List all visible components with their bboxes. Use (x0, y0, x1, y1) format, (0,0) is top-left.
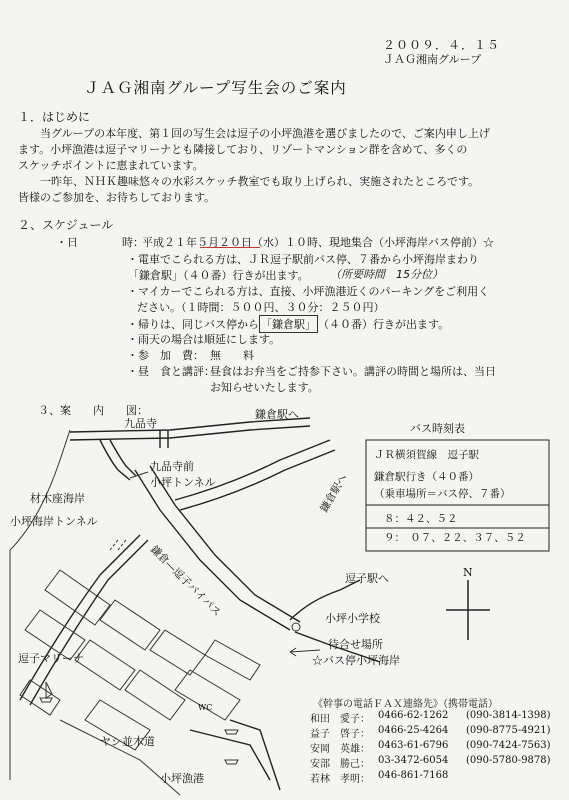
train-line: 「鎌倉駅」（４０番）行きが出ます。 (128, 269, 309, 282)
compass-icon (446, 580, 490, 640)
contact-tel: 046-861-7168 (378, 770, 449, 781)
intro-line: 皆様のご参加を、お待ちしております。 (18, 191, 216, 204)
contact-name: 若林 孝明： (310, 774, 370, 785)
handwritten-note: （所要時間 15分位） (330, 268, 443, 281)
coast-road (20, 535, 140, 700)
road-main (100, 440, 130, 480)
date-underline (200, 247, 260, 248)
label-wc: WC (198, 703, 213, 712)
contact-tel: 03-3472-6054 (378, 755, 449, 766)
bypass-road-2 (147, 466, 300, 622)
contact-mobile: (090-3814-1398) (466, 710, 551, 721)
bus-row-8: ８：４２、５２ (384, 513, 458, 525)
meeting-arrow (290, 650, 320, 652)
bus-row-9: ９： ０７、２２、３７、５２ (384, 532, 526, 544)
label-zushi-eki: 逗子駅へ (345, 572, 389, 585)
doc-date: ２００９．４．１５ (383, 38, 501, 52)
contact-name: 安岡 英雄： (310, 744, 370, 755)
label-palm: ヤシ並木道 (100, 735, 155, 748)
label-kotsubo-tunnel: 小坪トンネル (150, 476, 216, 489)
intro-line: スケッチポイントに恵まれています。 (18, 159, 204, 172)
road-main-2 (110, 440, 136, 476)
contact-mobile: (090-8775-4921) (466, 725, 551, 736)
school-icon (292, 623, 300, 631)
label-elementary: 小坪小学校 (325, 612, 380, 625)
doc-group: ＪＡＧ湘南グループ (383, 53, 482, 66)
label-bus-stop: ☆バス停小坪海岸 (312, 654, 400, 667)
lunch-label: ・昼 食と講評： (127, 365, 215, 378)
tunnel-dashed (110, 540, 126, 550)
intro-line: 当グループの本年度、第１回の写生会は逗子の小坪漁港を選びましたので、ご案内申し上げ (40, 127, 490, 140)
bus-dest: 鎌倉駅行き（４０番） (374, 471, 479, 483)
contact-tel: 0466-62-1262 (378, 710, 449, 721)
road-kuhonji (160, 430, 168, 448)
bus-title: バス時刻表 (410, 422, 465, 435)
label-port: 小坪漁港 (160, 772, 204, 785)
contact-name: 益子 啓子： (310, 729, 370, 740)
fee-label: ・参 加 費： (127, 349, 204, 362)
fee-value: 無 料 (210, 349, 254, 362)
intro-line: ます。小坪漁港は逗子マリーナとも隣接しており、リゾートマンション群を含めて、多くの (18, 143, 468, 156)
contact-tel: 0463-61-6796 (378, 740, 449, 751)
label-kuhonji: 九品寺 (124, 417, 157, 430)
bus-line: ＪＲ横須賀線 逗子駅 (374, 449, 479, 461)
boat-icon (225, 730, 238, 764)
return-pre: ・帰りは、同じバス停から (127, 318, 259, 331)
label-kuhonji-mae: 九品寺前 (150, 460, 194, 473)
contact-mobile: (090-5780-9878) (466, 755, 551, 766)
train-line: ・電車でこられる方は、ＪＲ逗子駅前バス停、７番から小坪海岸まわり (127, 253, 479, 266)
schedule-date-value: 平成２１年５月２０日（水）１０時、現地集合（小坪海岸バス停前）☆ (142, 236, 494, 249)
contact-tel: 0466-25-4264 (378, 725, 449, 736)
map-heading: ３、案 内 図： (38, 404, 148, 417)
lunch-line: 昼食はお弁当をご持参下さい。講評の時間と場所は、当日 (210, 365, 496, 378)
label-bypass: 鎌倉―逗子バイパス (147, 543, 224, 619)
schedule-date-label: ・日 時： (56, 236, 144, 249)
car-line: ださい。（１時間：５００円、３０分：２５０円） (137, 301, 385, 314)
contact-mobile: (090-7424-7563) (466, 740, 551, 751)
intro-heading: １．はじめに (18, 110, 91, 124)
coast-road-2 (30, 540, 148, 705)
label-meeting: 待合せ場所 (328, 638, 383, 651)
schedule-heading: ２、スケジュール (18, 218, 114, 232)
car-line: ・マイカーでこられる方は、直接、小坪漁港近くのパーキングをご利用く (127, 285, 490, 298)
label-kamakura-top: 鎌倉駅へ (255, 408, 299, 421)
map-edge (10, 430, 70, 780)
label-kotsubo-kaigan-tunnel: 小坪海岸トンネル (10, 515, 98, 528)
intro-line: 一昨年、ＮＨＫ趣味悠々の水彩スケッチ教室でも取り上げられ、実施されたところです。 (40, 175, 480, 188)
return-boxed: 「鎌倉駅」 (259, 315, 318, 333)
label-kamakura-right: 鎌倉駅へ (318, 472, 350, 515)
bus-stop-note: （乗車場所＝バス停、７番） (374, 488, 511, 500)
lunch-line: お知らせいたします。 (210, 381, 319, 394)
label-marina: 逗子マリーナ (18, 652, 84, 665)
contact-name: 和田 愛子： (310, 714, 370, 725)
road-kamakura-right (175, 440, 330, 500)
page-title: ＪＡＧ湘南グループ写生会のご案内 (84, 79, 347, 97)
rain-line: ・雨天の場合は順延にします。 (127, 333, 281, 346)
contact-name: 安部 勝己： (310, 759, 370, 770)
contacts-heading: 《幹事の電話ＦＡＸ連絡先》（携帯電話） (313, 699, 498, 710)
label-zaimokuza: 材木座海岸 (30, 492, 85, 505)
label-compass-n: N (463, 566, 473, 579)
return-post: （４０番）行きが出ます。 (318, 318, 450, 331)
